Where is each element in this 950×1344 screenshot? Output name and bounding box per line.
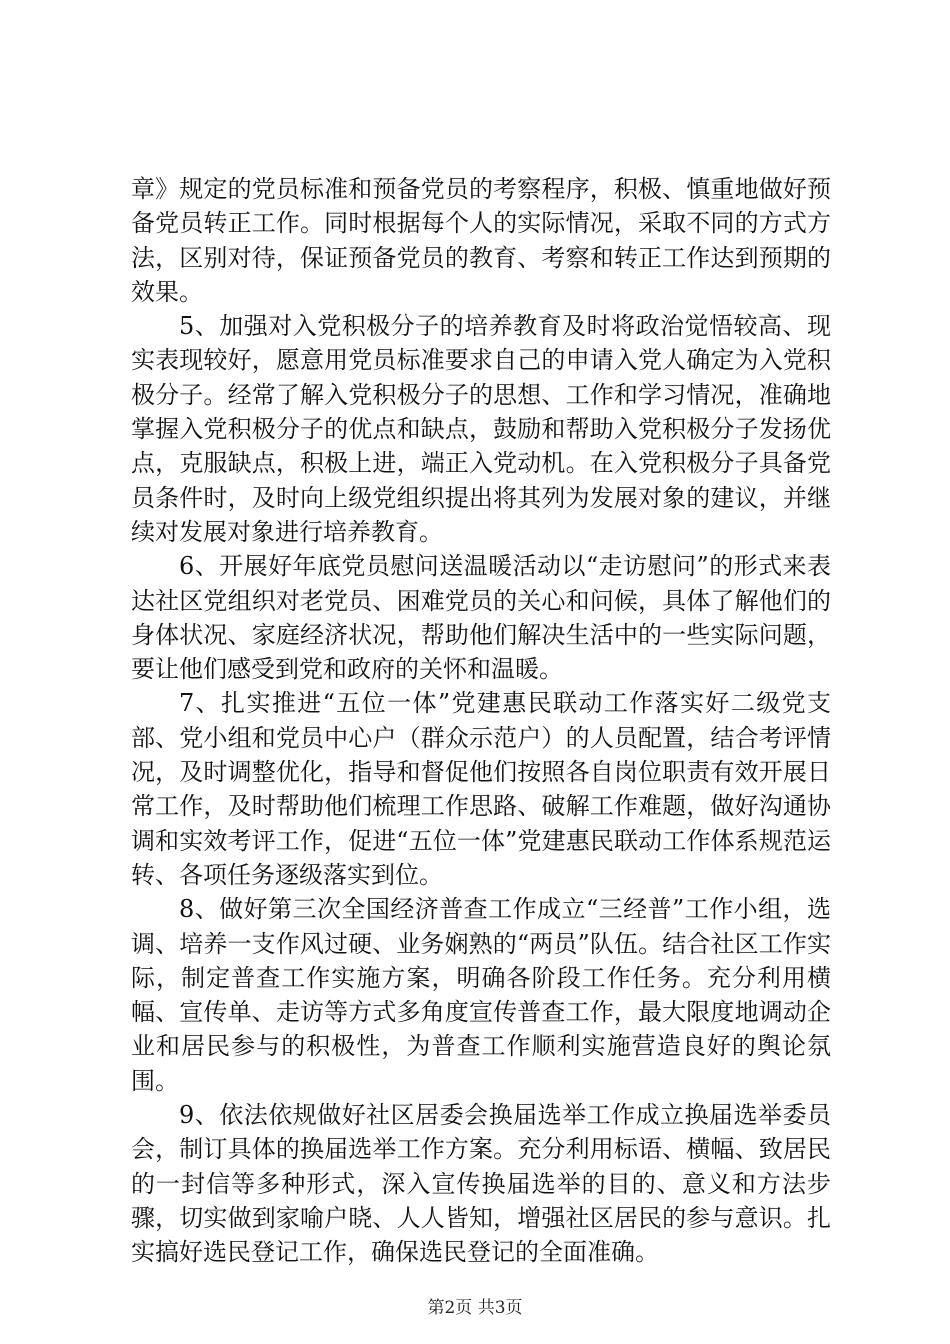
paragraph-item-8: 8、做好第三次全国经济普查工作成立“三经普”工作小组，选调、培养一支作风过硬、业务娴熟的“两员”队伍。结合社区工作实际，制定普查工作实施方案，明确各阶段工作任务。充分利用横幅、宣传单、走访等方式多角度宣传普查工作，最大限度地调动企业和居民参与的积极性，为普查工作顺利实施营造良好的舆论氛围。 xyxy=(131,895,831,1095)
page-footer: 第2页 共3页 xyxy=(427,1298,523,1318)
paragraph-item-7: 7、扎实推进“五位一体”党建惠民联动工作落实好二级党支部、党小组和党员中心户（群众示范户）的人员配置，结合考评情况，及时调整优化，指导和督促他们按照各自岗位职责有效开展日常工作，及时帮助他们梳理工作思路、破解工作难题，做好沟通协调和实效考评工作，促进“五位一体”党建惠民联动工作体系规范运转、各项任务逐级落实到位。 xyxy=(131,689,831,889)
paragraph-item-9: 9、依法依规做好社区居委会换届选举工作成立换届选举委员会，制订具体的换届选举工作方案。充分利用标语、横幅、致居民的一封信等多种形式，深入宣传换届选举的目的、意义和方法步骤，切实做到家喻户晓、人人皆知，增强社区居民的参与意识。扎实搞好选民登记工作，确保选民登记的全面准确。 xyxy=(131,1101,831,1267)
paragraph-item-5: 5、加强对入党积极分子的培养教育及时将政治觉悟较高、现实表现较好，愿意用党员标准要求自己的申请入党人确定为入党积极分子。经常了解入党积极分子的思想、工作和学习情况，准确地掌握入党积极分子的优点和缺点，鼓励和帮助入党积极分子发扬优点，克服缺点，积极上进，端正入党动机。在入党积极分子具备党员条件时，及时向上级党组织提出将其列为发展对象的建议，并继续对发展对象进行培养教育。 xyxy=(131,312,831,546)
paragraph-continuation: 章》规定的党员标准和预备党员的考察程序，积极、慎重地做好预备党员转正工作。同时根据每个人的实际情况，采取不同的方式方法，区别对待，保证预备党员的教育、考察和转正工作达到预期的效果。 xyxy=(131,175,831,306)
paragraph-item-6: 6、开展好年底党员慰问送温暖活动以“走访慰问”的形式来表达社区党组织对老党员、困难党员的关心和问候，具体了解他们的身体状况、家庭经济状况，帮助他们解决生活中的一些实际问题，要让他们感受到党和政府的关怀和温暖。 xyxy=(131,552,831,684)
document-body xyxy=(131,172,831,1270)
